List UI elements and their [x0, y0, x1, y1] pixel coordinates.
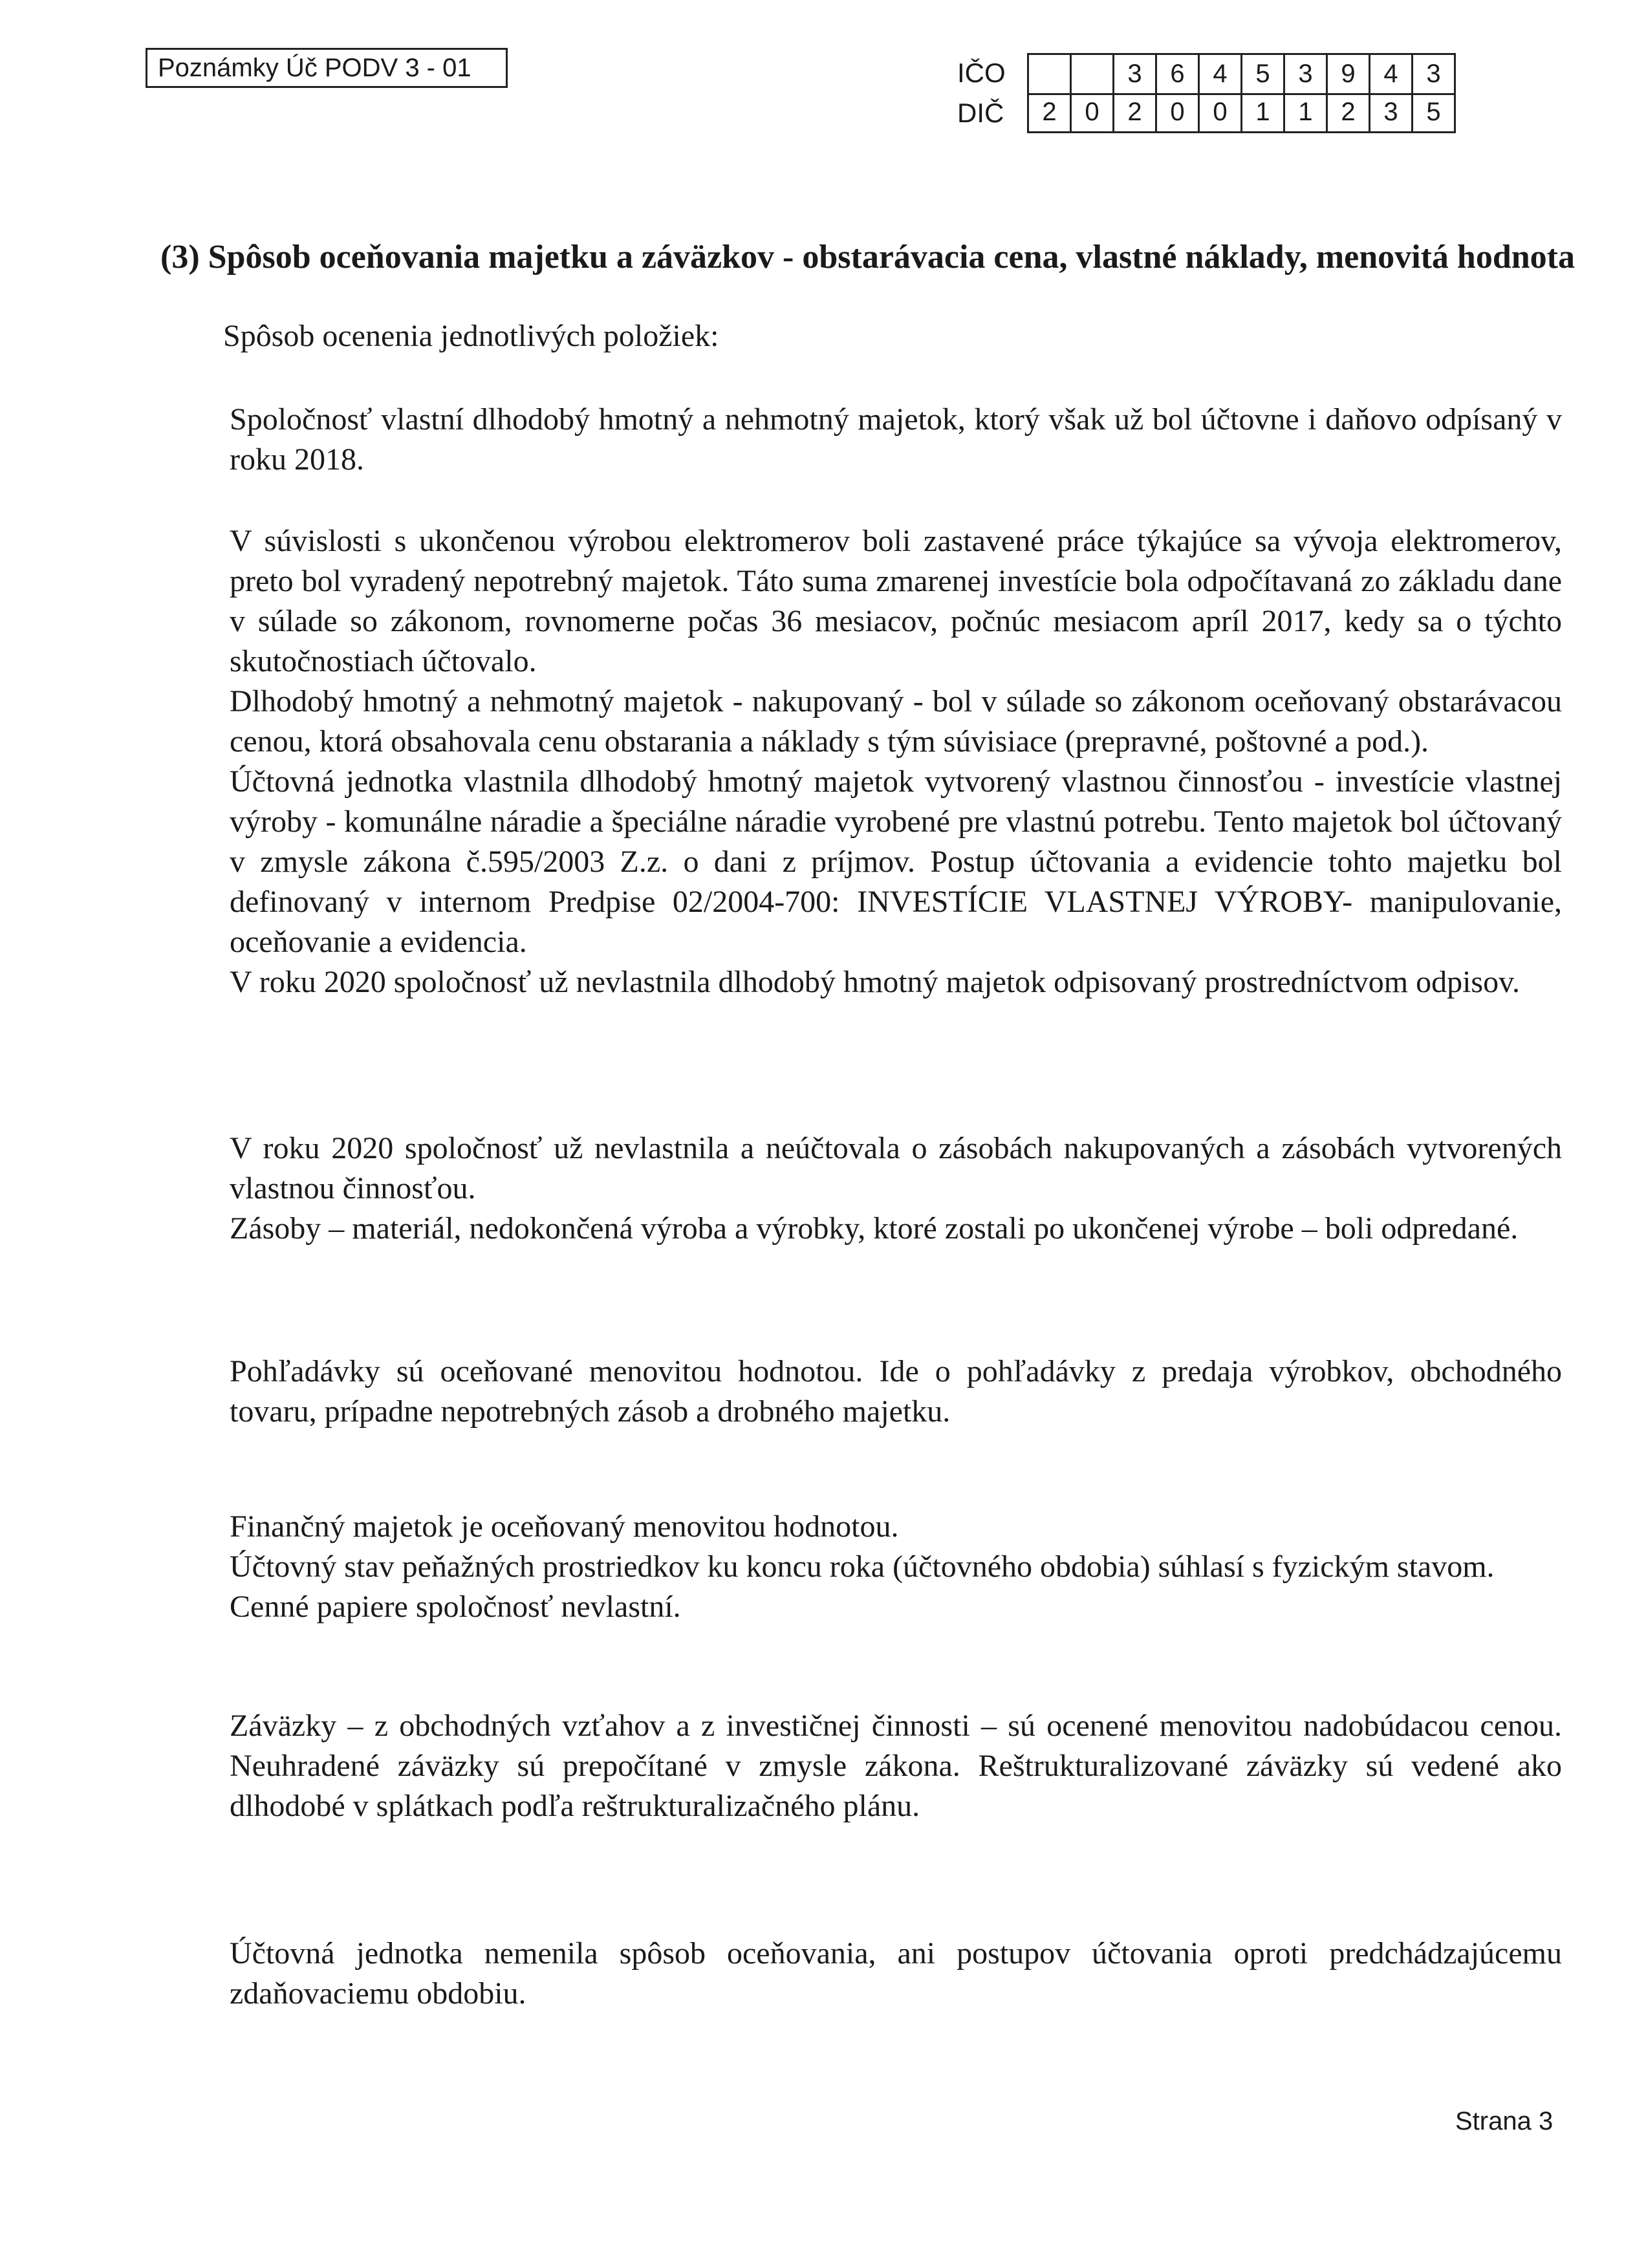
paragraph-fixed-assets	[230, 400, 1562, 480]
section-subheading: Spôsob ocenenia jednotlivých položiek:	[223, 319, 719, 353]
paragraph: Zásoby – materiál, nedokončená výroba a výrobky, ktoré zostali po ukončenej výrobe – boli odpredané.	[230, 1211, 1519, 1246]
paragraph: Cenné papiere spoločnosť nevlastní.	[230, 1590, 681, 1624]
paragraph: V roku 2020 spoločnosť už nevlastnila a neúčtovala o zásobách nakupovaných a zásobách vytvorených vlastnou činnosťou.	[230, 1131, 1562, 1205]
dic-cells	[1027, 93, 1456, 133]
ico-digit: 3	[1413, 55, 1456, 95]
ico-digit	[1072, 55, 1114, 95]
paragraph: V súvislosti s ukončenou výrobou elektromerov boli zastavené práce týkajúce sa vývoja elektromerov, preto bol vyradený nepotrebný majetok. Táto suma zmarenej investície bola odpočítavaná zo základu dane v súlade so zákonom, rovnomerne počas 36 mesiacov, počnúc mesiacom apríl 2017, kedy sa o týchto skutočnostiach účtovalo.	[230, 524, 1562, 678]
paragraph: V roku 2020 spoločnosť už nevlastnila dlhodobý hmotný majetok odpisovaný prostredníctvom odpisov.	[230, 965, 1520, 999]
id-number-grid	[957, 53, 1456, 133]
dic-digit: 3	[1370, 93, 1413, 133]
paragraph-group-inventory	[230, 1129, 1562, 1249]
ico-digit: 5	[1242, 55, 1285, 95]
ico-digit	[1029, 55, 1072, 95]
form-label: Poznámky Úč PODV 3 - 01	[146, 48, 508, 88]
dic-digit: 0	[1157, 93, 1200, 133]
dic-digit: 0	[1200, 93, 1242, 133]
dic-digit: 5	[1413, 93, 1456, 133]
ico-digit: 6	[1157, 55, 1200, 95]
paragraph: Účtovný stav peňažných prostriedkov ku koncu roka (účtovného obdobia) súhlasí s fyzickým stavom.	[230, 1550, 1495, 1584]
paragraph: Dlhodobý hmotný a nehmotný majetok - nakupovaný - bol v súlade so zákonom oceňovaný obstarávacou cenou, ktorá obsahovala cenu obstarania a náklady s tým súvisiace (prepravné, poštovné a pod.).	[230, 684, 1562, 759]
page-number: Strana 3	[1455, 2107, 1554, 2135]
paragraph: Spoločnosť vlastní dlhodobý hmotný a nehmotný majetok, ktorý však už bol účtovne i daňovo odpísaný v roku 2018.	[230, 402, 1562, 477]
ico-digit: 4	[1370, 55, 1413, 95]
section-heading: (3) Spôsob oceňovania majetku a záväzkov - obstarávacia cena, vlastné náklady, menovitá hodnota	[160, 239, 1575, 275]
ico-digit: 3	[1285, 55, 1328, 95]
paragraph-receivables	[230, 1352, 1562, 1432]
paragraph-group-assets	[230, 521, 1562, 1002]
paragraph: Účtovná jednotka vlastnila dlhodobý hmotný majetok vytvorený vlastnou činnosťou - investície vlastnej výroby - komunálne náradie a špeciálne náradie vyrobené pre vlastnú potrebu. Tento majetok bol účtovaný v zmysle zákona č.595/2003 Z.z. o dani z príjmov. Postup účtovania a evidencie tohto majetku bol definovaný v internom Predpise 02/2004-700: INVESTÍCIE VLASTNEJ VÝROBY- manipulovanie, oceňovanie a evidencia.	[230, 764, 1562, 959]
ico-cells	[1027, 53, 1456, 93]
ico-digit: 9	[1328, 55, 1370, 95]
paragraph-liabilities	[230, 1706, 1562, 1826]
ico-digit: 3	[1114, 55, 1157, 95]
dic-row	[957, 93, 1456, 133]
paragraph-valuation-change	[230, 1934, 1562, 2014]
dic-digit: 0	[1072, 93, 1114, 133]
dic-label: DIČ	[957, 98, 1004, 128]
ico-label: IČO	[957, 58, 1006, 88]
ico-row	[957, 53, 1456, 93]
ico-digit: 4	[1200, 55, 1242, 95]
paragraph: Pohľadávky sú oceňované menovitou hodnotou. Ide o pohľadávky z predaja výrobkov, obchodného tovaru, prípadne nepotrebných zásob a drobného majetku.	[230, 1354, 1562, 1429]
dic-digit: 2	[1114, 93, 1157, 133]
paragraph: Finančný majetok je oceňovaný menovitou hodnotou.	[230, 1509, 899, 1544]
paragraph-group-financial	[230, 1507, 1562, 1627]
paragraph: Záväzky – z obchodných vzťahov a z investičnej činnosti – sú ocenené menovitou nadobúdacou cenou. Neuhradené záväzky sú prepočítané v zmysle zákona. Reštrukturalizované záväzky sú vedené ako dlhodobé v splátkach podľa reštrukturalizačného plánu.	[230, 1709, 1562, 1823]
dic-digit: 1	[1285, 93, 1328, 133]
dic-digit: 2	[1029, 93, 1072, 133]
paragraph: Účtovná jednotka nemenila spôsob oceňovania, ani postupov účtovania oproti predchádzajúcemu zdaňovaciemu obdobiu.	[230, 1936, 1562, 2011]
dic-digit: 2	[1328, 93, 1370, 133]
dic-digit: 1	[1242, 93, 1285, 133]
